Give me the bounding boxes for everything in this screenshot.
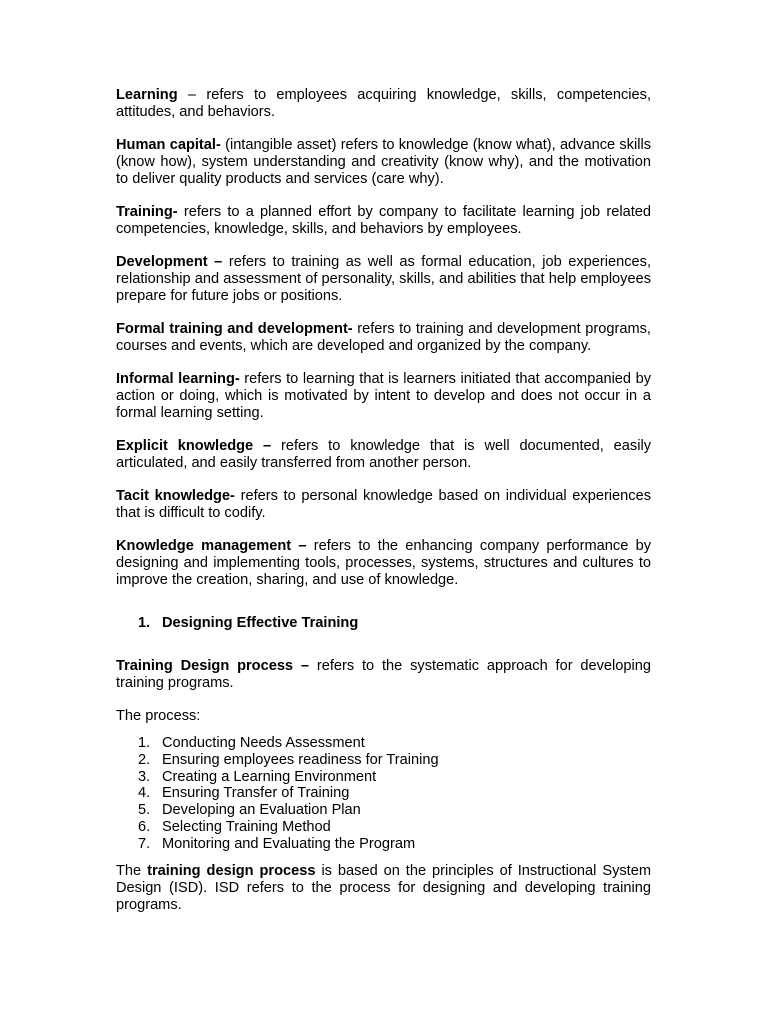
- process-steps-list: [116, 735, 651, 853]
- definition-term: Tacit knowledge-: [116, 488, 235, 504]
- list-item: [116, 735, 651, 752]
- definition-term: Development –: [116, 254, 223, 270]
- definition-development: [116, 254, 651, 305]
- step-number: 4.: [138, 785, 151, 802]
- definition-human-capital: [116, 137, 651, 188]
- step-number: 5.: [138, 802, 151, 819]
- closing-text-post: is based on the principles of Instructional System Design (ISD). ISD refers to the process for designing and developing training programs.: [116, 862, 652, 913]
- definition-text: refers to the systematic approach for developing training programs.: [116, 658, 652, 691]
- step-number: 3.: [138, 768, 151, 785]
- step-text: Conducting Needs Assessment: [162, 735, 365, 751]
- list-item: [116, 836, 651, 853]
- step-number: 7.: [138, 835, 151, 852]
- definition-training: [116, 204, 651, 238]
- list-item: [116, 802, 651, 819]
- list-item: [116, 769, 651, 786]
- definition-text: refers to training as well as formal education, job experiences, relationship and assessment of personality, skills, and abilities that help employees prepare for future jobs or positions.: [116, 254, 651, 304]
- definition-text: refers to the enhancing company performance by designing and implementing tools, processes, systems, structures and cultures to improve the creation, sharing, and use of knowledge.: [116, 538, 651, 588]
- definition-term: Training Design process –: [116, 658, 309, 674]
- closing-bold-term: training design process: [147, 862, 316, 879]
- definition-text: refers to knowledge that is well documented, easily articulated, and easily transferred from another person.: [116, 438, 651, 471]
- training-design-definition: [116, 658, 651, 692]
- definition-term: Learning: [116, 87, 178, 103]
- process-intro: The process:: [116, 708, 201, 724]
- definition-term: Knowledge management –: [116, 538, 307, 554]
- step-number: 1.: [138, 735, 151, 751]
- definition-text: refers to training and development programs, courses and events, which are developed and organized by the company.: [116, 321, 651, 354]
- definition-text: refers to personal knowledge based on individual experiences that is difficult to codify.: [116, 488, 651, 521]
- definition-separator: [307, 538, 314, 554]
- definition-text: refers to employees acquiring knowledge, skills, competencies, attitudes, and behaviors.: [116, 87, 651, 120]
- list-item: [116, 785, 651, 802]
- step-number: 6.: [138, 818, 151, 835]
- definition-term: Formal training and development-: [116, 321, 353, 337]
- step-number: 2.: [138, 751, 151, 768]
- closing-text-pre: The: [116, 862, 148, 879]
- definition-knowledge-management: [116, 538, 651, 589]
- step-text: Selecting Training Method: [162, 818, 331, 835]
- definition-text: (intangible asset) refers to knowledge (know what), advance skills (know how), system understanding and creativity (know why), and the motivation to deliver quality products and services (care why).: [116, 137, 651, 187]
- section-heading: [116, 615, 651, 632]
- definition-separator: –: [177, 87, 207, 103]
- step-text: Creating a Learning Environment: [162, 768, 377, 785]
- definition-term: Training-: [116, 204, 178, 220]
- definition-separator: [271, 438, 281, 454]
- definition-informal-learning: [116, 371, 651, 422]
- step-text: Developing an Evaluation Plan: [162, 802, 361, 819]
- definition-term: Human capital-: [116, 137, 221, 153]
- list-item: [116, 752, 651, 769]
- definition-learning: [116, 87, 651, 121]
- section-number: 1.: [138, 615, 151, 631]
- definition-term: Explicit knowledge –: [116, 438, 272, 454]
- definition-explicit-knowledge: [116, 438, 651, 472]
- definition-text: refers to learning that is learners initiated that accompanied by action or doing, which is motivated by intent to develop and does not occur in a formal learning setting.: [116, 371, 651, 421]
- section-title: Designing Effective Training: [162, 615, 359, 631]
- list-item: [116, 819, 651, 836]
- definition-term: Informal learning-: [116, 371, 240, 387]
- step-text: Ensuring employees readiness for Training: [162, 751, 439, 768]
- step-text: Monitoring and Evaluating the Program: [162, 835, 416, 852]
- definition-tacit-knowledge: [116, 488, 651, 522]
- definition-formal-training: [116, 321, 651, 355]
- definition-text: refers to a planned effort by company to facilitate learning job related competencies, knowledge, skills, and behaviors by employees.: [116, 204, 651, 237]
- closing-paragraph: [116, 863, 651, 914]
- step-text: Ensuring Transfer of Training: [162, 785, 350, 802]
